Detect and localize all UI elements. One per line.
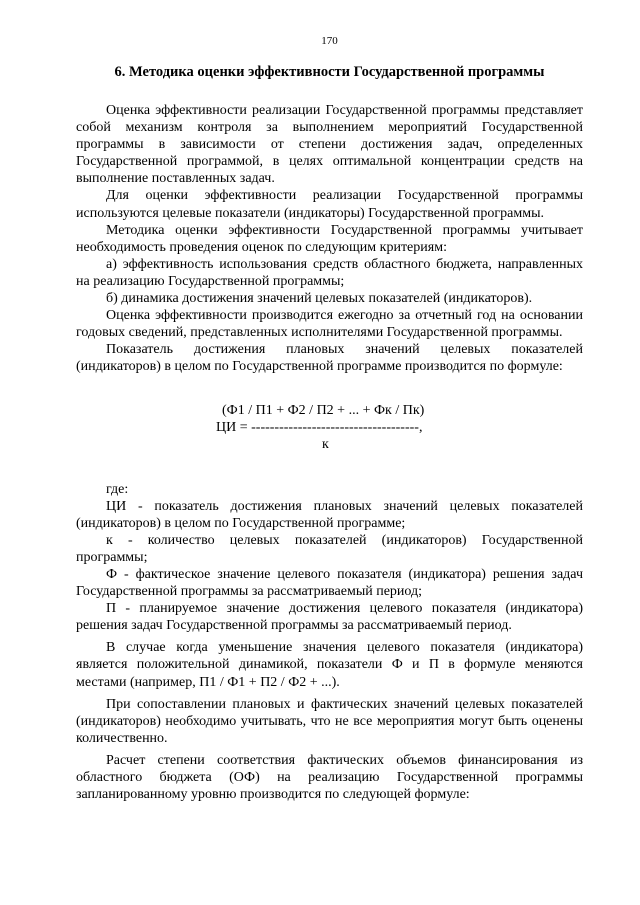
paragraph: где:: [106, 481, 129, 497]
paragraph: В случае когда уменьшение значения целевого показателя (индикатора) является положительной динамикой, показатели Ф и П в формуле меняются местами (например, П1 / Ф1 + П2 / Ф2 + ...).: [76, 640, 583, 690]
paragraph: Показатель достижения плановых значений целевых показателей (индикаторов) в целом по Государственной программе производится по формуле:: [76, 342, 583, 375]
paragraph: б) динамика достижения значений целевых показателей (индикаторов).: [106, 291, 533, 307]
text-before-formula: [76, 102, 583, 376]
page-number: 170: [321, 35, 338, 47]
paragraph: а) эффективность использования средств областного бюджета, направленных на реализацию Государственной программы;: [76, 256, 583, 289]
paragraph: Для оценки эффективности реализации Государственной программы используются целевые показатели (индикаторы) Государственной программы.: [76, 188, 583, 221]
paragraph: Оценка эффективности реализации Государственной программы представляет собой механизм контроля за выполнением мероприятий Государственной программы в зависимости от степени достижения задач, определенных Государственной программой, в целях оптимальной концентрации средств на выполнение поставленных задач.: [76, 103, 583, 187]
paragraph: к - количество целевых показателей (индикаторов) Государственной программы;: [76, 532, 583, 565]
text-after-formula: [76, 481, 583, 804]
section-title: 6. Методика оценки эффективности Государственной программы: [114, 64, 545, 80]
paragraph: При сопоставлении плановых и фактических значений целевых показателей (индикаторов) необходимо учитывать, что не все мероприятия могут быть оценены количественно.: [76, 696, 583, 746]
paragraph: Методика оценки эффективности Государственной программы учитывает необходимость проведения оценок по следующим критериям:: [76, 222, 583, 255]
formula-main-line: ЦИ = ------------------------------------,: [216, 419, 423, 435]
formula-denominator: к: [322, 436, 329, 452]
paragraph: П - планируемое значение достижения целевого показателя (индикатора) решения задач Государственной программы за рассматриваемый период.: [76, 601, 583, 634]
paragraph: Ф - фактическое значение целевого показателя (индикатора) решения задач Государственной программы за рассматриваемый период;: [76, 566, 583, 600]
paragraph: ЦИ - показатель достижения плановых значений целевых показателей (индикаторов) в целом по Государственной программе;: [76, 498, 583, 531]
formula-numerator: (Ф1 / П1 + Ф2 / П2 + ... + Фк / Пк): [222, 402, 425, 418]
paragraph: Оценка эффективности производится ежегодно за отчетный год на основании годовых сведений, представленных исполнителями Государственной программы.: [76, 308, 583, 341]
formula-block: [76, 402, 583, 453]
paragraph: Расчет степени соответствия фактических объемов финансирования из областного бюджета (ОФ) на реализацию Государственной программы запланированному уровню производится по следующей формуле:: [76, 752, 583, 803]
